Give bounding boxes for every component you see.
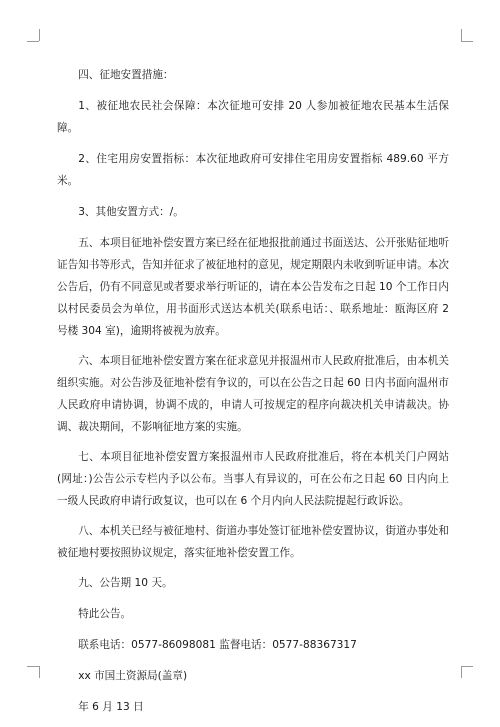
paragraph: 2、住宅用房安置指标：本次征地政府可安排住宅用房安置指标 489.60 平方米。 bbox=[57, 153, 449, 187]
paragraph: 九、公告期 10 天。 bbox=[78, 577, 173, 589]
paragraph: 八、本机关已经与被征地村、街道办事处签订征地补偿安置协议，街道办事处和被征地村要按照协议规定，落实征地补偿安置工作。 bbox=[57, 525, 449, 559]
crop-mark bbox=[39, 29, 40, 41]
paragraph: 六、本项目征地补偿安置方案在征求意见并报温州市人民政府批准后，由本机关组织实施。对公告涉及征地补偿有争议的，可以在公告之日起 60 日内书面向温州市人民政府申请协调，协调不成的，申请人可按规定的程序向裁决机关申请裁决。协调、裁决期间，不影响征地方案的实施。 bbox=[57, 355, 449, 433]
crop-mark bbox=[461, 29, 462, 41]
contact-line: 联系电话：0577-86098081 监督电话：0577-88367317 bbox=[78, 639, 357, 651]
crop-mark bbox=[27, 666, 39, 667]
paragraph: 七、本项目征地补偿安置方案报温州市人民政府批准后，将在本机关门户网站(网址：)公告公示专栏内予以公布。当事人有异议的，可在公布之日起 60 日内向上一级人民政府申请行政复议，也可以在 6 个月内向人民法院提起行政诉讼。 bbox=[57, 451, 449, 507]
paragraph: 五、本项目征地补偿安置方案已经在征地报批前通过书面送达、公开张贴征地听证告知书等形式，告知并征求了被征地村的意见，规定期限内未收到听证申请。本次公告后，仍有不同意见或者要求举行听证的，请在本公告发布之日起 10 个工作日内以村民委员会为单位，用书面形式送达本机关(联系电话：、联系地址：瓯海区府 2 号楼 304 室)，逾期将被视为放弃。 bbox=[57, 237, 449, 337]
paragraph: 3、其他安置方式：/。 bbox=[78, 206, 184, 218]
crop-mark bbox=[461, 666, 473, 667]
crop-mark bbox=[27, 41, 39, 42]
section-heading: 四、征地安置措施： bbox=[78, 69, 174, 81]
date: 年 6 月 13 日 bbox=[78, 701, 144, 713]
crop-mark bbox=[39, 666, 40, 678]
closing-text: 特此公告。 bbox=[78, 608, 132, 620]
crop-mark bbox=[461, 41, 473, 42]
issuer: xx 市国土资源局(盖章) bbox=[78, 670, 188, 682]
crop-mark bbox=[461, 666, 462, 678]
document-body bbox=[57, 64, 449, 727]
paragraph: 1、被征地农民社会保障：本次征地可安排 20 人参加被征地农民基本生活保障。 bbox=[57, 100, 449, 134]
